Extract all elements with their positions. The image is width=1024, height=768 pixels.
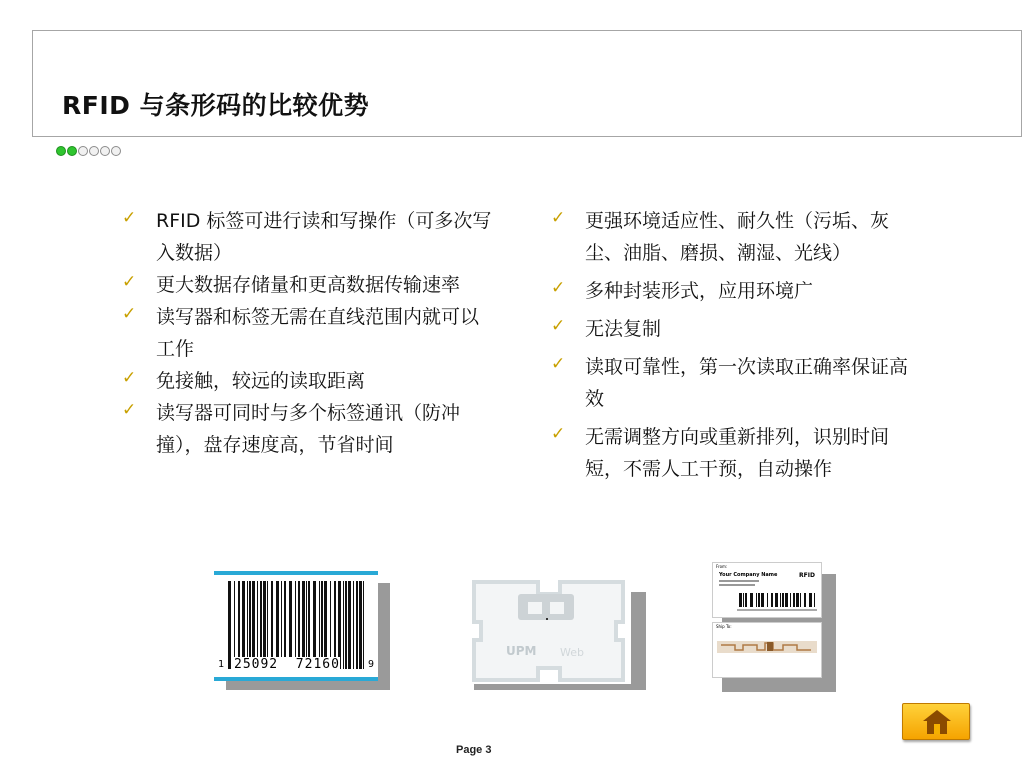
barcode-bar [743, 593, 744, 607]
barcode-bar [796, 593, 799, 607]
barcode-bar [242, 581, 245, 669]
barcode-bar [234, 581, 235, 669]
home-icon [922, 709, 952, 735]
bullet-item: ✓ 更大数据存储量和更高数据传输速率 [122, 269, 492, 301]
left-bullet-column [122, 205, 492, 461]
check-icon: ✓ [551, 316, 566, 336]
check-icon: ✓ [551, 354, 566, 374]
bullet-item: ✓ 更强环境适应性、耐久性（污垢、灰尘、油脂、磨损、潮湿、光线） [551, 205, 916, 269]
label-antenna-graphic [713, 623, 823, 679]
barcode-bar [790, 593, 791, 607]
bullet-item: ✓ 免接触，较远的读取距离 [122, 365, 492, 397]
check-icon: ✓ [122, 304, 137, 324]
check-icon: ✓ [551, 424, 566, 444]
barcode-bar [767, 593, 768, 607]
progress-dot [111, 146, 121, 156]
barcode-bar [319, 581, 320, 669]
barcode-bar [281, 581, 282, 669]
barcode-bar [348, 581, 351, 669]
barcode-bar [238, 581, 240, 669]
check-icon: ✓ [122, 400, 137, 420]
progress-dot [78, 146, 88, 156]
bullet-item: ✓ RFID 标签可进行读和写操作（可多次写入数据） [122, 205, 492, 269]
barcode-bar [359, 581, 362, 669]
rfid-antenna-graphic [466, 578, 631, 684]
bullet-item: ✓ 读写器和标签无需在直线范围内就可以工作 [122, 301, 492, 365]
barcode-bar [260, 581, 262, 669]
shipping-label-bottom [712, 622, 822, 678]
home-button[interactable] [902, 703, 970, 740]
label-to: Ship To: [716, 624, 732, 629]
barcode-bar [271, 581, 273, 669]
shipping-label-top [712, 562, 822, 618]
barcode-bar [775, 593, 778, 607]
barcode-bar [313, 581, 316, 669]
barcode-bar [289, 581, 292, 669]
barcode-bar [334, 581, 336, 669]
barcode-bar [321, 581, 323, 669]
barcode-bar [228, 581, 231, 669]
label-text-line [719, 584, 755, 586]
barcode-bar [306, 581, 307, 669]
barcode-bar [345, 581, 347, 669]
bullet-item: ✓ 多种封装形式，应用环境广 [551, 275, 916, 307]
barcode-bar [363, 581, 364, 669]
barcode-digit-right: 9 [368, 659, 375, 670]
check-icon: ✓ [122, 272, 137, 292]
rfid-inlay-brand: UPM [506, 644, 537, 658]
barcode-bar [257, 581, 258, 669]
barcode-bar [276, 581, 279, 669]
check-icon: ✓ [122, 368, 137, 388]
label-text-line [737, 609, 817, 611]
rfid-inlay-image [466, 578, 631, 684]
bullet-item: ✓ 无法复制 [551, 313, 916, 345]
barcode-bar [739, 593, 742, 607]
label-company: Your Company Name [719, 572, 778, 578]
bullet-item: ✓ 读取可靠性，第一次读取正确率保证高效 [551, 351, 916, 415]
barcode-bar [793, 593, 795, 607]
slide-title: RFID 与条形码的比较优势 [62, 91, 370, 120]
progress-dots [56, 146, 121, 156]
barcode-bar [263, 581, 266, 669]
barcode-bar [249, 581, 251, 669]
bullet-item: ✓ 读写器可同时与多个标签通讯（防冲撞），盘存速度高，节省时间 [122, 397, 492, 461]
barcode-image [214, 571, 378, 681]
barcode-bar [338, 581, 341, 669]
check-icon: ✓ [122, 208, 137, 228]
right-bullet-column [551, 205, 916, 485]
progress-dot [100, 146, 110, 156]
barcode-bar [758, 593, 760, 607]
progress-dot [67, 146, 77, 156]
bullet-item: ✓ 无需调整方向或重新排列，识别时间短，不需人工干预，自动操作 [551, 421, 916, 485]
page-number: Page 3 [456, 744, 492, 756]
barcode-bar [782, 593, 784, 607]
barcode-bar [804, 593, 806, 607]
barcode-bar [298, 581, 300, 669]
barcode-bar [814, 593, 815, 607]
barcode-bar [295, 581, 296, 669]
barcode-bar [343, 581, 344, 669]
barcode-bar [356, 581, 358, 669]
label-from: From: [716, 564, 728, 569]
barcode-digit-left: 1 [218, 659, 225, 670]
barcode-bar [809, 593, 812, 607]
barcode-bar [771, 593, 773, 607]
label-barcode-bars [737, 593, 817, 607]
barcode-bar [302, 581, 305, 669]
progress-dot [89, 146, 99, 156]
barcode-bar [780, 593, 781, 607]
label-text-line [719, 580, 759, 582]
barcode-bar [324, 581, 327, 669]
barcode-bar [247, 581, 248, 669]
barcode-bar [284, 581, 286, 669]
label-rfid-text: RFID [799, 572, 815, 579]
barcode-bar [756, 593, 757, 607]
barcode-bar [745, 593, 747, 607]
progress-dot [56, 146, 66, 156]
rfid-inlay-brand2: Web [560, 646, 584, 659]
barcode-digits: 25092 72160 [234, 657, 340, 672]
barcode-bar [750, 593, 753, 607]
check-icon: ✓ [551, 278, 566, 298]
barcode-bar [785, 593, 788, 607]
barcode-bar [308, 581, 310, 669]
barcode-bar [252, 581, 255, 669]
barcode-bar [353, 581, 354, 669]
barcode-bar [761, 593, 764, 607]
check-icon: ✓ [551, 208, 566, 228]
barcode-bar [800, 593, 801, 607]
barcode-bar [330, 581, 331, 669]
barcode-bar [267, 581, 268, 669]
